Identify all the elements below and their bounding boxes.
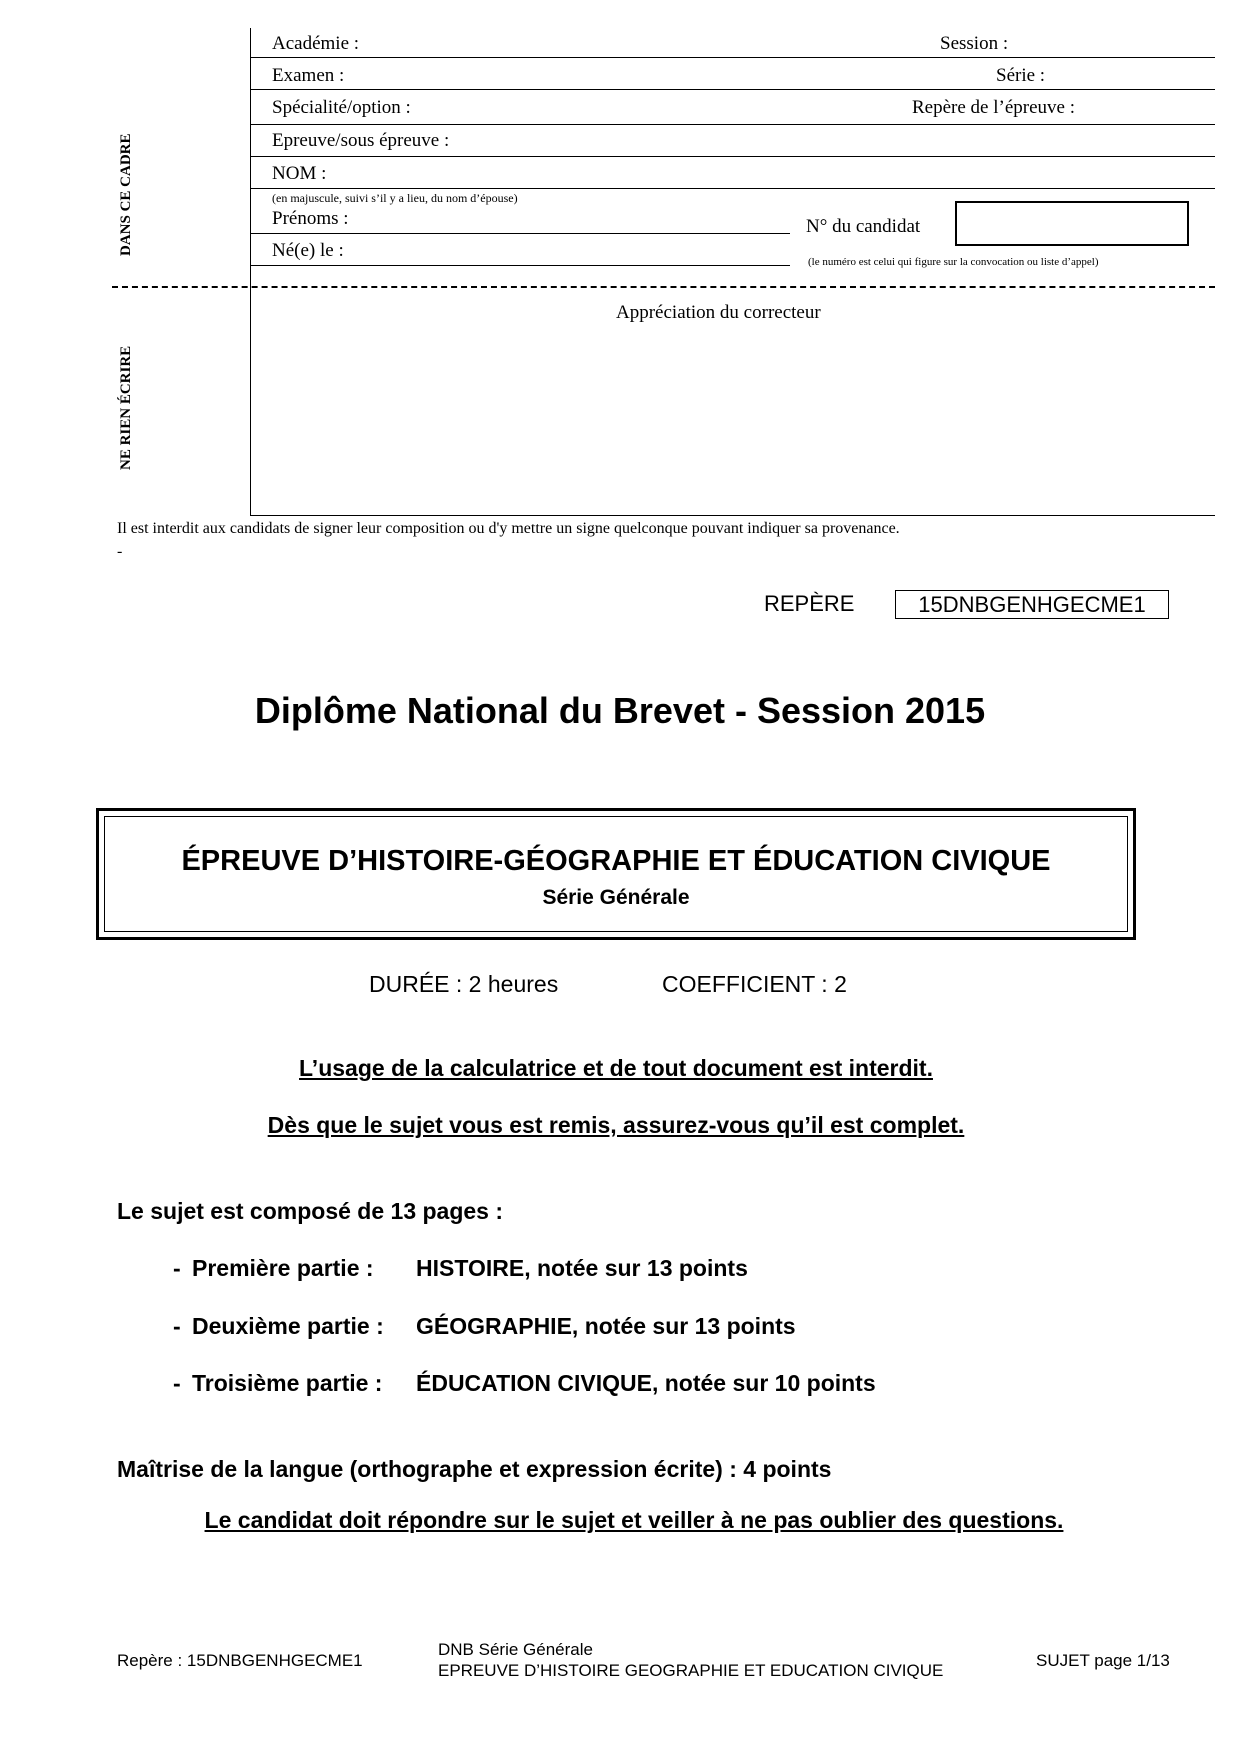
form-bottom-rule (250, 515, 1215, 516)
form-left-border (250, 28, 251, 516)
session-label: Session : (940, 33, 1009, 54)
part-label: Deuxième partie : (192, 1313, 384, 1339)
list-bullet: - (173, 1255, 181, 1281)
candidat-note: (le numéro est celui qui figure sur la convocation ou liste d’appel) (808, 256, 1099, 268)
warning-text: Il est interdit aux candidats de signer leur composition ou d'y mettre un signe quelconque pouvant indiquer sa provenance. (117, 520, 900, 537)
rule-complete: Dès que le sujet vous est remis, assurez-vous qu’il est complet. (267, 1112, 965, 1138)
exam-box (96, 808, 1136, 940)
footer-line1: DNB Série Générale (438, 1640, 593, 1659)
instruction-text: Le candidat doit répondre sur le sujet et veiller à ne pas oublier des questions. (204, 1507, 1064, 1533)
footer-repere: Repère : 15DNBGENHGECME1 (117, 1651, 363, 1670)
page-title: Diplôme National du Brevet - Session 2015 (254, 690, 986, 731)
cut-line (112, 286, 1215, 288)
form-rule (250, 188, 1215, 189)
footer-page: SUJET page 1/13 (1036, 1651, 1170, 1670)
ne-le-label: Né(e) le : (272, 240, 344, 261)
form-rule (250, 233, 790, 234)
specialite-label: Spécialité/option : (272, 97, 411, 118)
coefficient-text: COEFFICIENT : 2 (662, 971, 847, 997)
part-description: ÉDUCATION CIVIQUE, notée sur 10 points (416, 1370, 876, 1396)
nom-note: (en majuscule, suivi s’il y a lieu, du nom d’épouse) (272, 191, 518, 205)
form-rule (250, 57, 1215, 58)
academie-label: Académie : (272, 33, 360, 54)
prenoms-label: Prénoms : (272, 208, 349, 229)
repere-label: REPÈRE (764, 591, 855, 616)
exam-subtitle: Série Générale (542, 886, 690, 909)
part-description: HISTOIRE, notée sur 13 points (416, 1255, 748, 1281)
repere-code: 15DNBGENHGECME1 (895, 590, 1169, 619)
appreciation-label: Appréciation du correcteur (616, 302, 821, 323)
dash-mark: - (117, 543, 123, 560)
candidat-label: N° du candidat (806, 216, 921, 237)
composition-intro: Le sujet est composé de 13 pages : (117, 1198, 504, 1224)
rule-calculator: L’usage de la calculatrice et de tout document est interdit. (299, 1055, 933, 1081)
side-label-top: DANS CE CADRE (118, 133, 134, 256)
form-rule (250, 89, 1215, 90)
repere-epreuve-label: Repère de l’épreuve : (912, 97, 1075, 118)
duree-text: DURÉE : 2 heures (369, 971, 559, 997)
form-rule (250, 156, 1215, 157)
list-bullet: - (173, 1370, 181, 1396)
form-rule (250, 265, 790, 266)
footer-line2: EPREUVE D’HISTOIRE GEOGRAPHIE ET EDUCATION CIVIQUE (438, 1661, 944, 1680)
list-bullet: - (173, 1313, 181, 1339)
exam-title: ÉPREUVE D’HISTOIRE-GÉOGRAPHIE ET ÉDUCATION CIVIQUE (181, 845, 1051, 877)
part-label: Troisième partie : (192, 1370, 383, 1396)
part-description: GÉOGRAPHIE, notée sur 13 points (416, 1313, 796, 1339)
epreuve-label: Epreuve/sous épreuve : (272, 130, 450, 151)
maitrise-text: Maîtrise de la langue (orthographe et expression écrite) : 4 points (117, 1456, 832, 1482)
part-label: Première partie : (192, 1255, 374, 1281)
serie-label: Série : (996, 65, 1046, 86)
form-rule (250, 124, 1215, 125)
candidat-number-box[interactable] (955, 201, 1189, 246)
nom-label: NOM : (272, 163, 327, 184)
side-label-bottom: NE RIEN ÉCRIRE (118, 345, 134, 470)
examen-label: Examen : (272, 65, 345, 86)
